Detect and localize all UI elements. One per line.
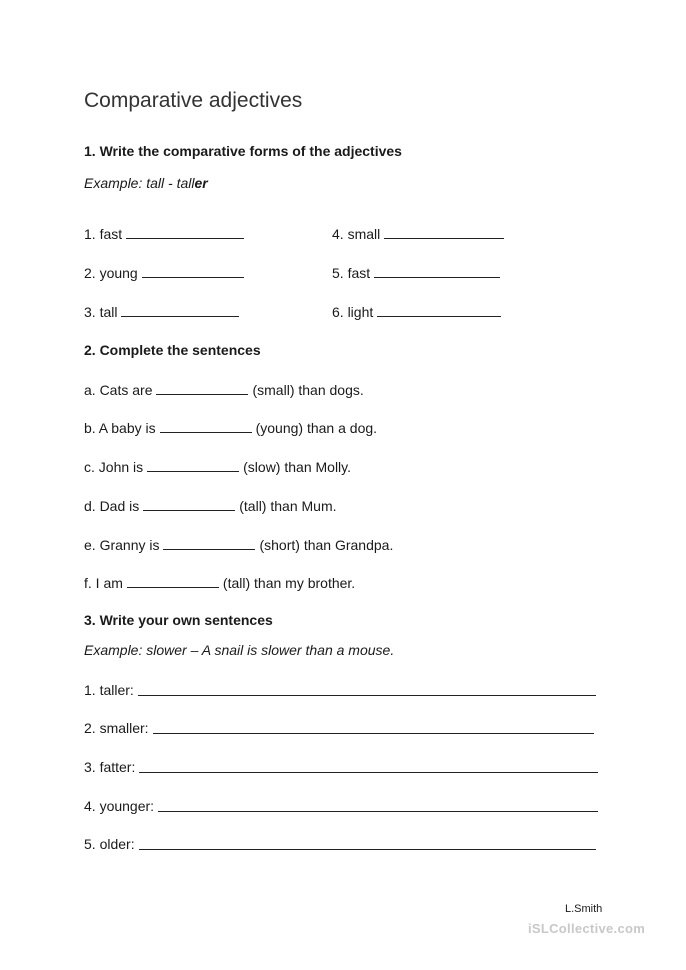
answer-line[interactable]	[158, 797, 598, 812]
sentence-start: a. Cats are	[84, 382, 153, 398]
own-sentence-item	[84, 758, 602, 776]
item-label: 4. small	[332, 226, 381, 242]
item-label: 6. light	[332, 304, 374, 320]
answer-blank[interactable]	[126, 224, 244, 239]
sentence-item	[84, 457, 351, 476]
adjective-item	[84, 224, 248, 243]
adjective-item	[84, 263, 248, 282]
sentence-item	[84, 496, 337, 515]
sentence-item	[84, 535, 393, 554]
sentence-end: (tall) than my brother.	[222, 575, 356, 591]
adjective-item	[84, 302, 243, 321]
item-label: 5. fast	[332, 265, 371, 281]
sentence-start: c. John is	[84, 459, 144, 475]
answer-line[interactable]	[153, 719, 594, 734]
item-label: 4. younger:	[84, 798, 155, 814]
section-3-heading: 3. Write your own sentences	[84, 612, 273, 628]
section-1-heading: 1. Write the comparative forms of the adjectives	[84, 143, 402, 159]
item-label: 2. young	[84, 265, 138, 281]
sentence-end: (young) than a dog.	[255, 420, 378, 436]
answer-blank[interactable]	[142, 263, 244, 278]
answer-blank[interactable]	[384, 224, 504, 239]
adjective-item	[332, 224, 508, 243]
own-sentence-item	[84, 835, 600, 853]
sentence-start: e. Granny is	[84, 537, 160, 553]
adjective-item	[332, 302, 505, 321]
sentence-end: (tall) than Mum.	[239, 498, 337, 514]
example-ending: er	[194, 175, 208, 191]
sentence-end: (short) than Grandpa.	[259, 537, 394, 553]
item-label: 5. older:	[84, 836, 135, 852]
answer-line[interactable]	[139, 835, 596, 850]
answer-blank[interactable]	[156, 380, 248, 395]
answer-blank[interactable]	[143, 496, 235, 511]
item-label: 2. smaller:	[84, 720, 149, 736]
item-label: 1. fast	[84, 226, 123, 242]
section-2-heading: 2. Complete the sentences	[84, 342, 261, 358]
answer-blank[interactable]	[127, 573, 219, 588]
own-sentence-item	[84, 797, 602, 815]
item-label: 3. tall	[84, 304, 118, 320]
answer-blank[interactable]	[377, 302, 501, 317]
sentence-start: f. I am	[84, 575, 123, 591]
own-sentence-item	[84, 681, 600, 699]
sentence-end: (slow) than Molly.	[243, 459, 352, 475]
example-text: Example: tall - tall	[84, 175, 195, 191]
own-sentence-item	[84, 719, 598, 737]
section-1-example	[84, 174, 208, 192]
item-label: 3. fatter:	[84, 759, 136, 775]
answer-blank[interactable]	[374, 263, 500, 278]
answer-blank[interactable]	[160, 418, 252, 433]
answer-blank[interactable]	[163, 535, 255, 550]
watermark: iSLCollective.com	[528, 921, 646, 936]
answer-blank[interactable]	[121, 302, 239, 317]
sentence-item	[84, 380, 364, 399]
page-title: Comparative adjectives	[84, 89, 303, 112]
item-label: 1. taller:	[84, 682, 134, 698]
sentence-start: d. Dad is	[84, 498, 140, 514]
section-3-example: Example: slower – A snail is slower than a mouse.	[84, 642, 395, 658]
answer-blank[interactable]	[147, 457, 239, 472]
sentence-end: (small) than dogs.	[252, 382, 364, 398]
sentence-item	[84, 418, 377, 437]
answer-line[interactable]	[139, 758, 598, 773]
answer-line[interactable]	[138, 681, 596, 696]
sentence-start: b. A baby is	[84, 420, 156, 436]
author-name: L.Smith	[565, 903, 603, 915]
adjective-item	[332, 263, 504, 282]
sentence-item	[84, 573, 355, 592]
